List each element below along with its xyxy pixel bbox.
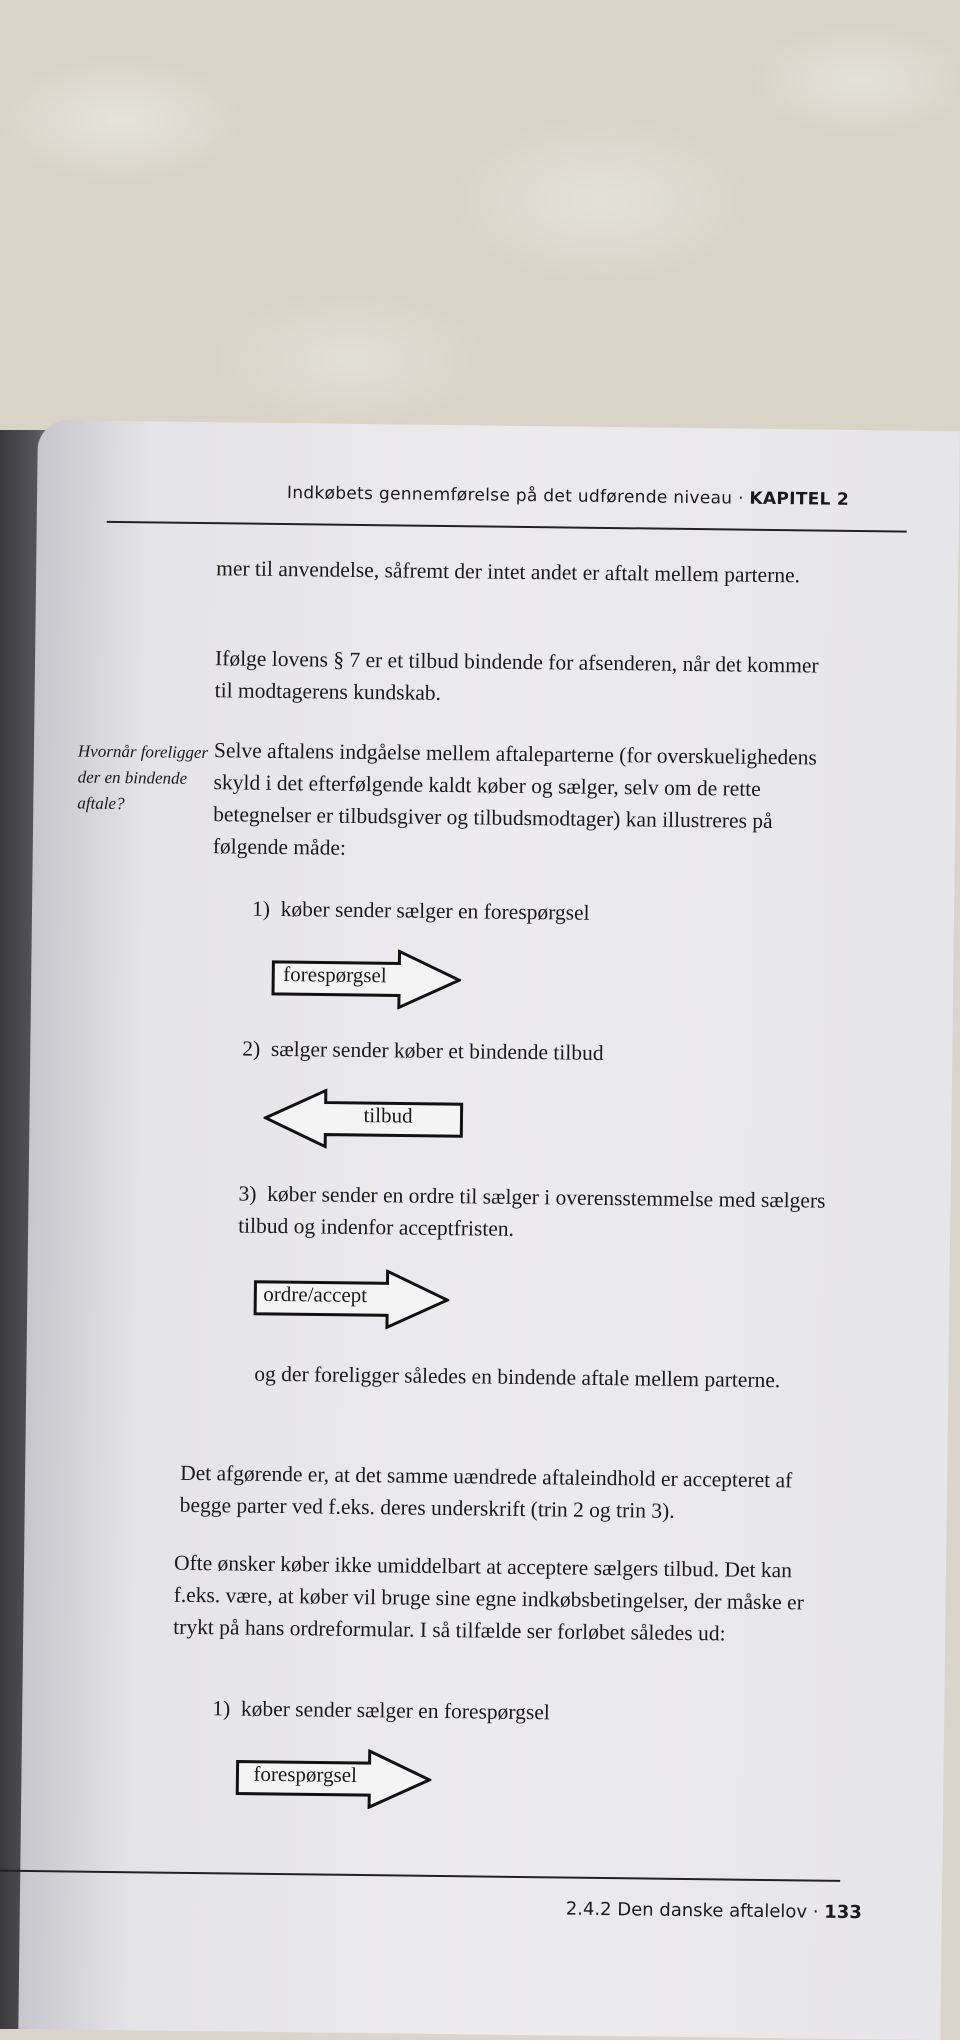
arrow-label: forespørgsel: [253, 1761, 358, 1787]
footer-rule: [0, 1870, 840, 1882]
running-head: [287, 483, 849, 510]
paragraph-1: mer til anvendelse, såfremt der intet andet er aftalt mellem parterne.: [216, 556, 801, 588]
background-fabric: [0, 0, 960, 470]
step-3-number: 3): [238, 1181, 257, 1206]
arrow-label: tilbud: [363, 1103, 413, 1128]
running-head-title: Indkøbets gennemførelse på det udførende niveau: [286, 483, 733, 509]
paragraph-6: Ofte ønsker køber ikke umiddelbart at acceptere sælgers tilbud. Det kan f.eks. være, at køber vil bruge sine egne indkøbsbetingelser, der måske er trykt på hans ordreformular. I så tilfælde ser forløbet således ud:: [173, 1550, 804, 1646]
footer-separator: ·: [812, 1901, 819, 1923]
paragraph-2: Ifølge lovens § 7 er et tilbud bindende for afsenderen, når det kommer til modtagerens kundskab.: [214, 646, 819, 705]
arrow-forespoergsel: [271, 948, 462, 1010]
chapter-label: KAPITEL 2: [749, 488, 850, 510]
step-2-number: 2): [242, 1036, 261, 1061]
paragraph-3: Selve aftalens indgåelse mellem aftaleparterne (for overskuelighedens skyld i det efterfølgende kaldt køber og sælger, selv om de rette betegnelser er tilbudsgiver og tilbudsmodtager) kan illustreres på følgende måde:: [212, 738, 818, 860]
step2-1: [212, 1692, 772, 1731]
step-1-text: køber sender sælger en forespørgsel: [280, 897, 590, 925]
step-2-text: sælger sender køber et bindende tilbud: [270, 1036, 604, 1065]
page-number: 133: [824, 1901, 862, 1924]
footer-section: 2.4.2 Den danske aftalelov: [565, 1898, 808, 1923]
step-2: [242, 1033, 802, 1072]
header-rule: [107, 521, 907, 533]
arrow-ordre-accept: [253, 1268, 450, 1330]
paragraph-5: Det afgørende er, at det samme uændrede aftaleindhold er accepteret af begge parter ved f.eks. deres underskrift (trin 2 og trin 3).: [179, 1460, 793, 1523]
step-3: [238, 1178, 839, 1249]
arrow-label: ordre/accept: [263, 1281, 368, 1308]
step2-1-number: 1): [212, 1696, 231, 1721]
step-1: [252, 893, 812, 932]
arrow-tilbud: [263, 1088, 464, 1150]
step-1-number: 1): [251, 896, 271, 921]
paragraph-4: og der foreligger således en bindende aftale mellem parterne.: [254, 1361, 781, 1393]
book-page: [18, 420, 960, 2040]
step-3-text: køber sender en ordre til sælger i overensstemmelse med sælgers tilbud og indenfor acceptfristen.: [238, 1181, 826, 1241]
running-foot: [566, 1899, 862, 1924]
running-head-separator: ·: [737, 488, 744, 509]
arrow-forespoergsel-2: [235, 1748, 432, 1810]
step2-1-text: køber sender sælger en forespørgsel: [240, 1696, 550, 1725]
margin-note: Hvornår foreligger der en bindende aftale?: [77, 741, 209, 814]
arrow-label: forespørgsel: [283, 962, 387, 988]
